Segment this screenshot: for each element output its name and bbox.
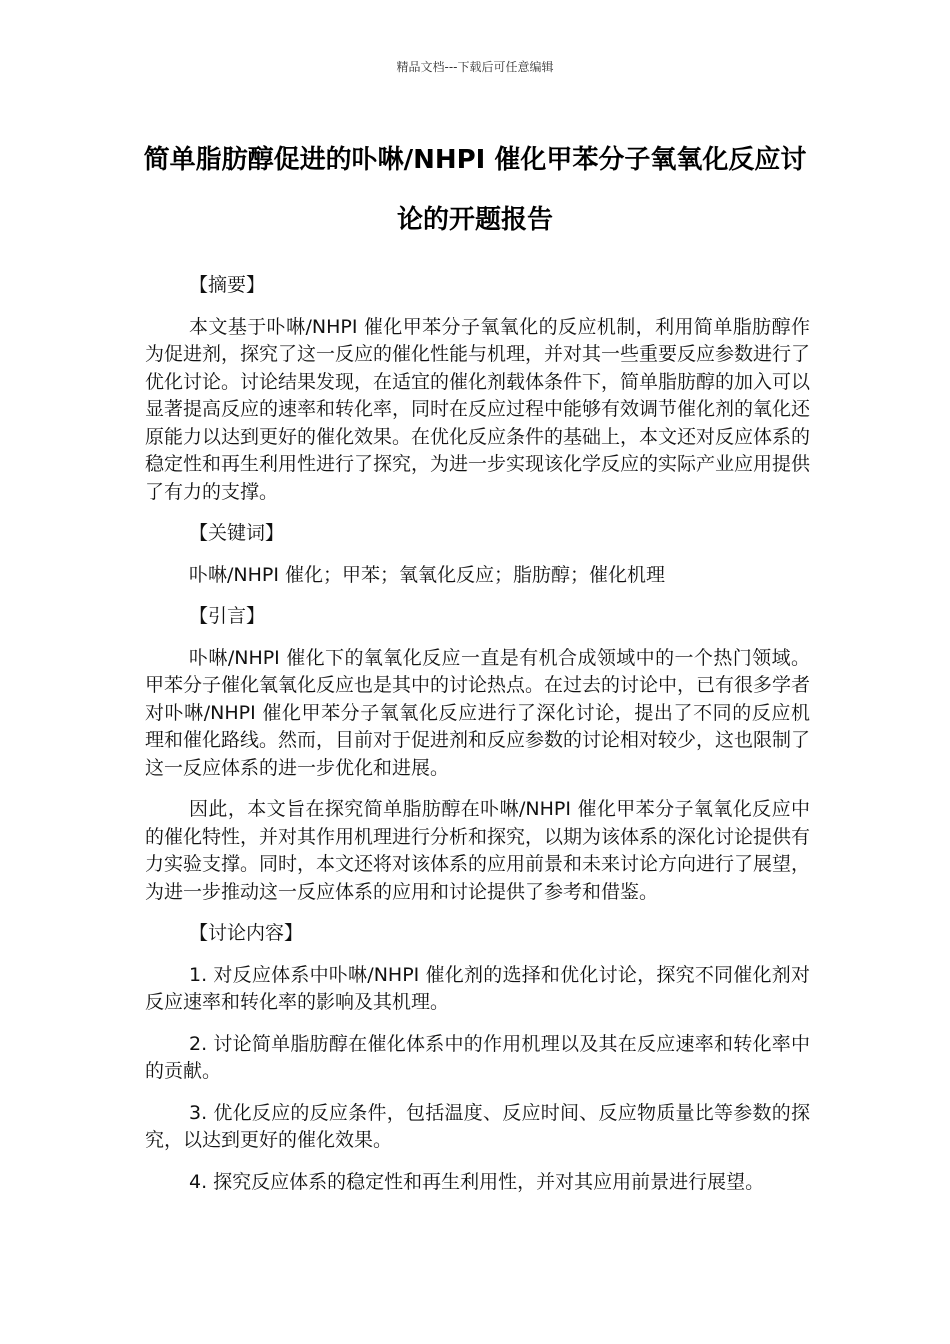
- intro-heading: 【引言】: [189, 605, 266, 627]
- keywords-heading: 【关键词】: [189, 522, 285, 544]
- keywords-text: 卟啉/NHPI 催化；甲苯；氧氧化反应；脂肪醇；催化机理: [189, 563, 666, 586]
- content-item-1: 1. 对反应体系中卟啉/NHPI 催化剂的选择和优化讨论，探究不同催化剂对反应速率和转化率的影响及其机理。: [145, 963, 810, 1013]
- document-title: 简单脂肪醇促进的卟啉/NHPI 催化甲苯分子氧氧化反应讨论的开题报告: [143, 145, 807, 235]
- abstract-paragraph: 本文基于卟啉/NHPI 催化甲苯分子氧氧化的反应机制，利用简单脂肪醇作为促进剂，探究了这一反应的催化性能与机理，并对其一些重要反应参数进行了优化讨论。讨论结果发现，在适宜的催化剂载体条件下，简单脂肪醇的加入可以显著提高反应的速率和转化率，同时在反应过程中能够有效调节催化剂的氧化还原能力以达到更好的催化效果。在优化反应条件的基础上，本文还对反应体系的稳定性和再生利用性进行了探究，为进一步实现该化学反应的实际产业应用提供了有力的支撑。: [145, 315, 811, 503]
- content-heading: 【讨论内容】: [189, 922, 304, 944]
- content-item-4: 4. 探究反应体系的稳定性和再生利用性，并对其应用前景进行展望。: [189, 1170, 765, 1193]
- intro-paragraph-1: 卟啉/NHPI 催化下的氧氧化反应一直是有机合成领域中的一个热门领域。甲苯分子催化氧氧化反应也是其中的讨论热点。在过去的讨论中，已有很多学者对卟啉/NHPI 催化甲苯分子氧氧化反应进行了深化讨论，提出了不同的反应机理和催化路线。然而，目前对于促进剂和反应参数的讨论相对较少，这也限制了这一反应体系的进一步优化和进展。: [145, 646, 811, 779]
- content-item-2: 2. 讨论简单脂肪醇在催化体系中的作用机理以及其在反应速率和转化率中的贡献。: [145, 1032, 810, 1082]
- content-item-3: 3. 优化反应的反应条件，包括温度、反应时间、反应物质量比等参数的探究，以达到更好的催化效果。: [145, 1101, 810, 1151]
- page-header-note: 精品文档---下载后可任意编辑: [396, 60, 554, 74]
- abstract-heading: 【摘要】: [189, 274, 266, 296]
- document-body: [145, 272, 810, 1210]
- intro-paragraph-2: 因此，本文旨在探究简单脂肪醇在卟啉/NHPI 催化甲苯分子氧氧化反应中的催化特性，并对其作用机理进行分析和探究，以期为该体系的深化讨论提供有力实验支撑。同时，本文还将对该体系的应用前景和未来讨论方向进行了展望，为进一步推动这一反应体系的应用和讨论提供了参考和借鉴。: [145, 798, 811, 903]
